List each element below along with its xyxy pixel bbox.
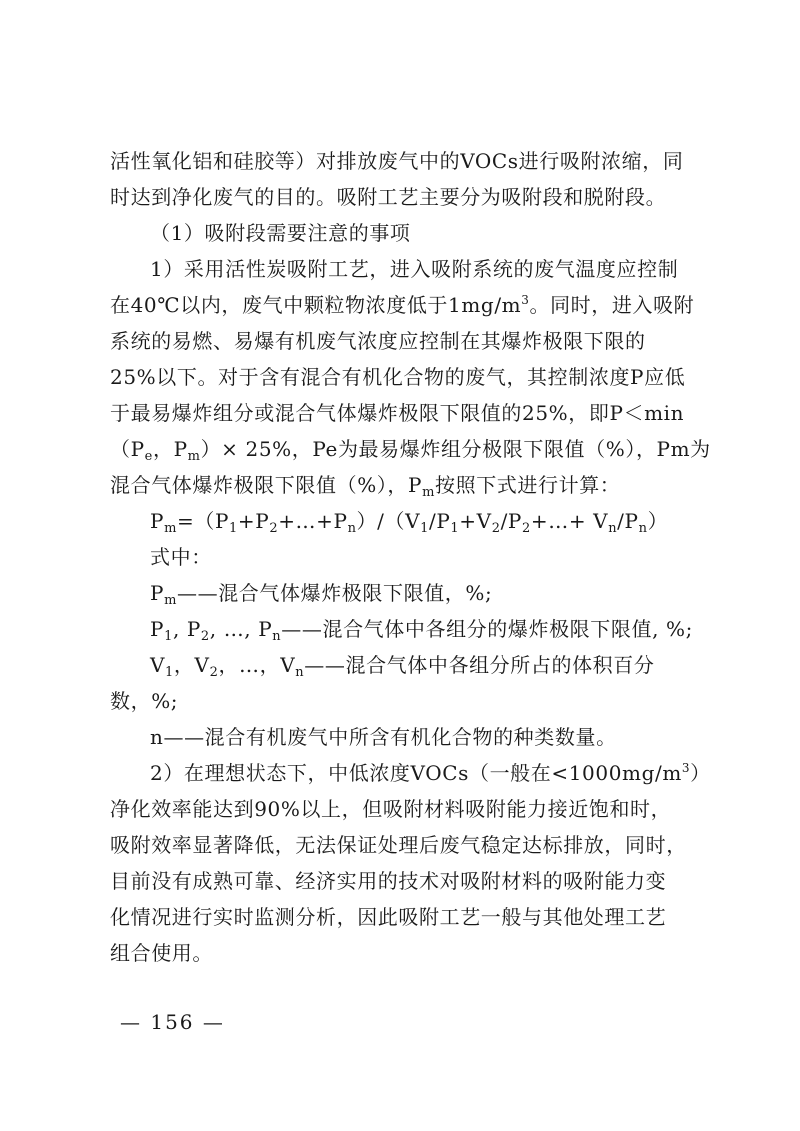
text-segment: P bbox=[150, 617, 165, 641]
definition-pm bbox=[110, 575, 700, 611]
text-line-19: 净化效率能达到90%以上，但吸附材料吸附能力接近饱和时， bbox=[110, 797, 672, 821]
text-line-4: 1）采用活性炭吸附工艺，进入吸附系统的废气温度应控制 bbox=[150, 257, 679, 281]
subscript: m bbox=[187, 449, 201, 464]
text-segment: ，V bbox=[173, 653, 210, 677]
text-line-20: 吸附效率显著降低，无法保证处理后废气稳定达标排放，同时， bbox=[110, 833, 687, 857]
text-segment: ，P bbox=[152, 437, 188, 461]
text-segment: 2）在理想状态下，中低浓度VOCs（一般在<1000mg/m bbox=[150, 761, 682, 785]
text-line-7: 25%以下。对于含有混合有机化合物的废气，其控制浓度P应低 bbox=[110, 365, 686, 389]
definition-n: n——混合有机废气中所含有机化合物的种类数量。 bbox=[150, 725, 617, 749]
text-segment: P bbox=[150, 581, 165, 605]
subscript: 2 bbox=[209, 665, 219, 680]
text-segment: V bbox=[150, 653, 166, 677]
subscript: m bbox=[164, 593, 177, 608]
formula-part: /P bbox=[500, 509, 522, 533]
superscript: 3 bbox=[521, 293, 530, 307]
subscript: 2 bbox=[491, 521, 501, 536]
subscript: m bbox=[164, 521, 177, 536]
text-segment: 在40℃以内，废气中颗粒物浓度低于1mg/m bbox=[110, 293, 522, 317]
page-number: — 156 — bbox=[120, 1010, 225, 1034]
where-label: 式中： bbox=[150, 545, 212, 569]
subscript: 1 bbox=[450, 521, 460, 536]
text-line-8: 于最易爆炸组分或混合气体爆炸极限下限值的25%，即P＜min bbox=[110, 401, 685, 425]
text-segment: , …, P bbox=[209, 617, 273, 641]
formula-part: +…+P bbox=[278, 509, 348, 533]
text-line-23: 组合使用。 bbox=[110, 941, 213, 965]
text-segment: ）× 25%，Pe为最易爆炸组分极限下限值（%），Pm为 bbox=[200, 437, 711, 461]
formula-part: +…+ V bbox=[530, 509, 609, 533]
text-segment: ，…，V bbox=[218, 653, 296, 677]
text-segment: ——混合气体爆炸极限下限值，%; bbox=[177, 581, 493, 605]
subscript: n bbox=[272, 629, 282, 644]
subscript: 2 bbox=[521, 521, 531, 536]
formula-part: /P bbox=[429, 509, 451, 533]
formula-part: P bbox=[150, 509, 165, 533]
text-line-10 bbox=[110, 467, 700, 503]
formula bbox=[110, 503, 700, 539]
subscript: n bbox=[608, 521, 618, 536]
section-heading: （1）吸附段需要注意的事项 bbox=[150, 221, 411, 245]
subscript: 1 bbox=[165, 665, 174, 680]
definition-p bbox=[110, 611, 700, 647]
body-text bbox=[110, 143, 711, 971]
subscript: 1 bbox=[420, 521, 430, 536]
formula-part: /P bbox=[617, 509, 639, 533]
formula-part: +V bbox=[459, 509, 492, 533]
formula-part: =（P bbox=[177, 509, 230, 533]
text-segment: （P bbox=[110, 437, 145, 461]
text-line-9 bbox=[110, 431, 711, 467]
text-line-1: 活性氧化铝和硅胶等）对排放废气中的VOCs进行吸附浓缩，同 bbox=[110, 149, 684, 173]
text-segment: 按照下式进行计算： bbox=[435, 473, 621, 497]
definition-v bbox=[110, 647, 700, 683]
text-line-18 bbox=[110, 755, 711, 791]
text-line-2: 时达到净化废气的目的。吸附工艺主要分为吸附段和脱附段。 bbox=[110, 185, 667, 209]
text-line-22: 化情况进行实时监测分析，因此吸附工艺一般与其他处理工艺 bbox=[110, 905, 667, 929]
formula-part: ）/（V bbox=[356, 509, 421, 533]
text-segment: 。同时，进入吸附 bbox=[529, 293, 695, 317]
subscript: e bbox=[144, 449, 153, 464]
text-segment: ——混合气体中各组分所占的体积百分 bbox=[304, 653, 655, 677]
subscript: 2 bbox=[200, 629, 210, 644]
formula-part: +P bbox=[237, 509, 270, 533]
text-line-6: 系统的易燃、易爆有机废气浓度应控制在其爆炸极限下限的 bbox=[110, 329, 646, 353]
subscript: n bbox=[638, 521, 648, 536]
subscript: 1 bbox=[164, 629, 173, 644]
subscript: 1 bbox=[229, 521, 238, 536]
superscript: 3 bbox=[681, 761, 691, 775]
subscript: 2 bbox=[269, 521, 279, 536]
subscript: m bbox=[422, 485, 435, 500]
text-segment: , P bbox=[172, 617, 201, 641]
text-line-21: 目前没有成熟可靠、经济实用的技术对吸附材料的吸附能力变 bbox=[110, 869, 667, 893]
text-line-5 bbox=[110, 287, 700, 323]
text-segment: 混合气体爆炸极限下限值（%），P bbox=[110, 473, 423, 497]
text-segment: ） bbox=[690, 761, 711, 785]
subscript: n bbox=[295, 665, 305, 680]
text-segment: ——混合气体中各组分的爆炸极限下限值, %; bbox=[281, 617, 693, 641]
text-line-16: 数，%; bbox=[110, 689, 179, 713]
formula-part: ） bbox=[647, 509, 669, 533]
subscript: n bbox=[347, 521, 357, 536]
